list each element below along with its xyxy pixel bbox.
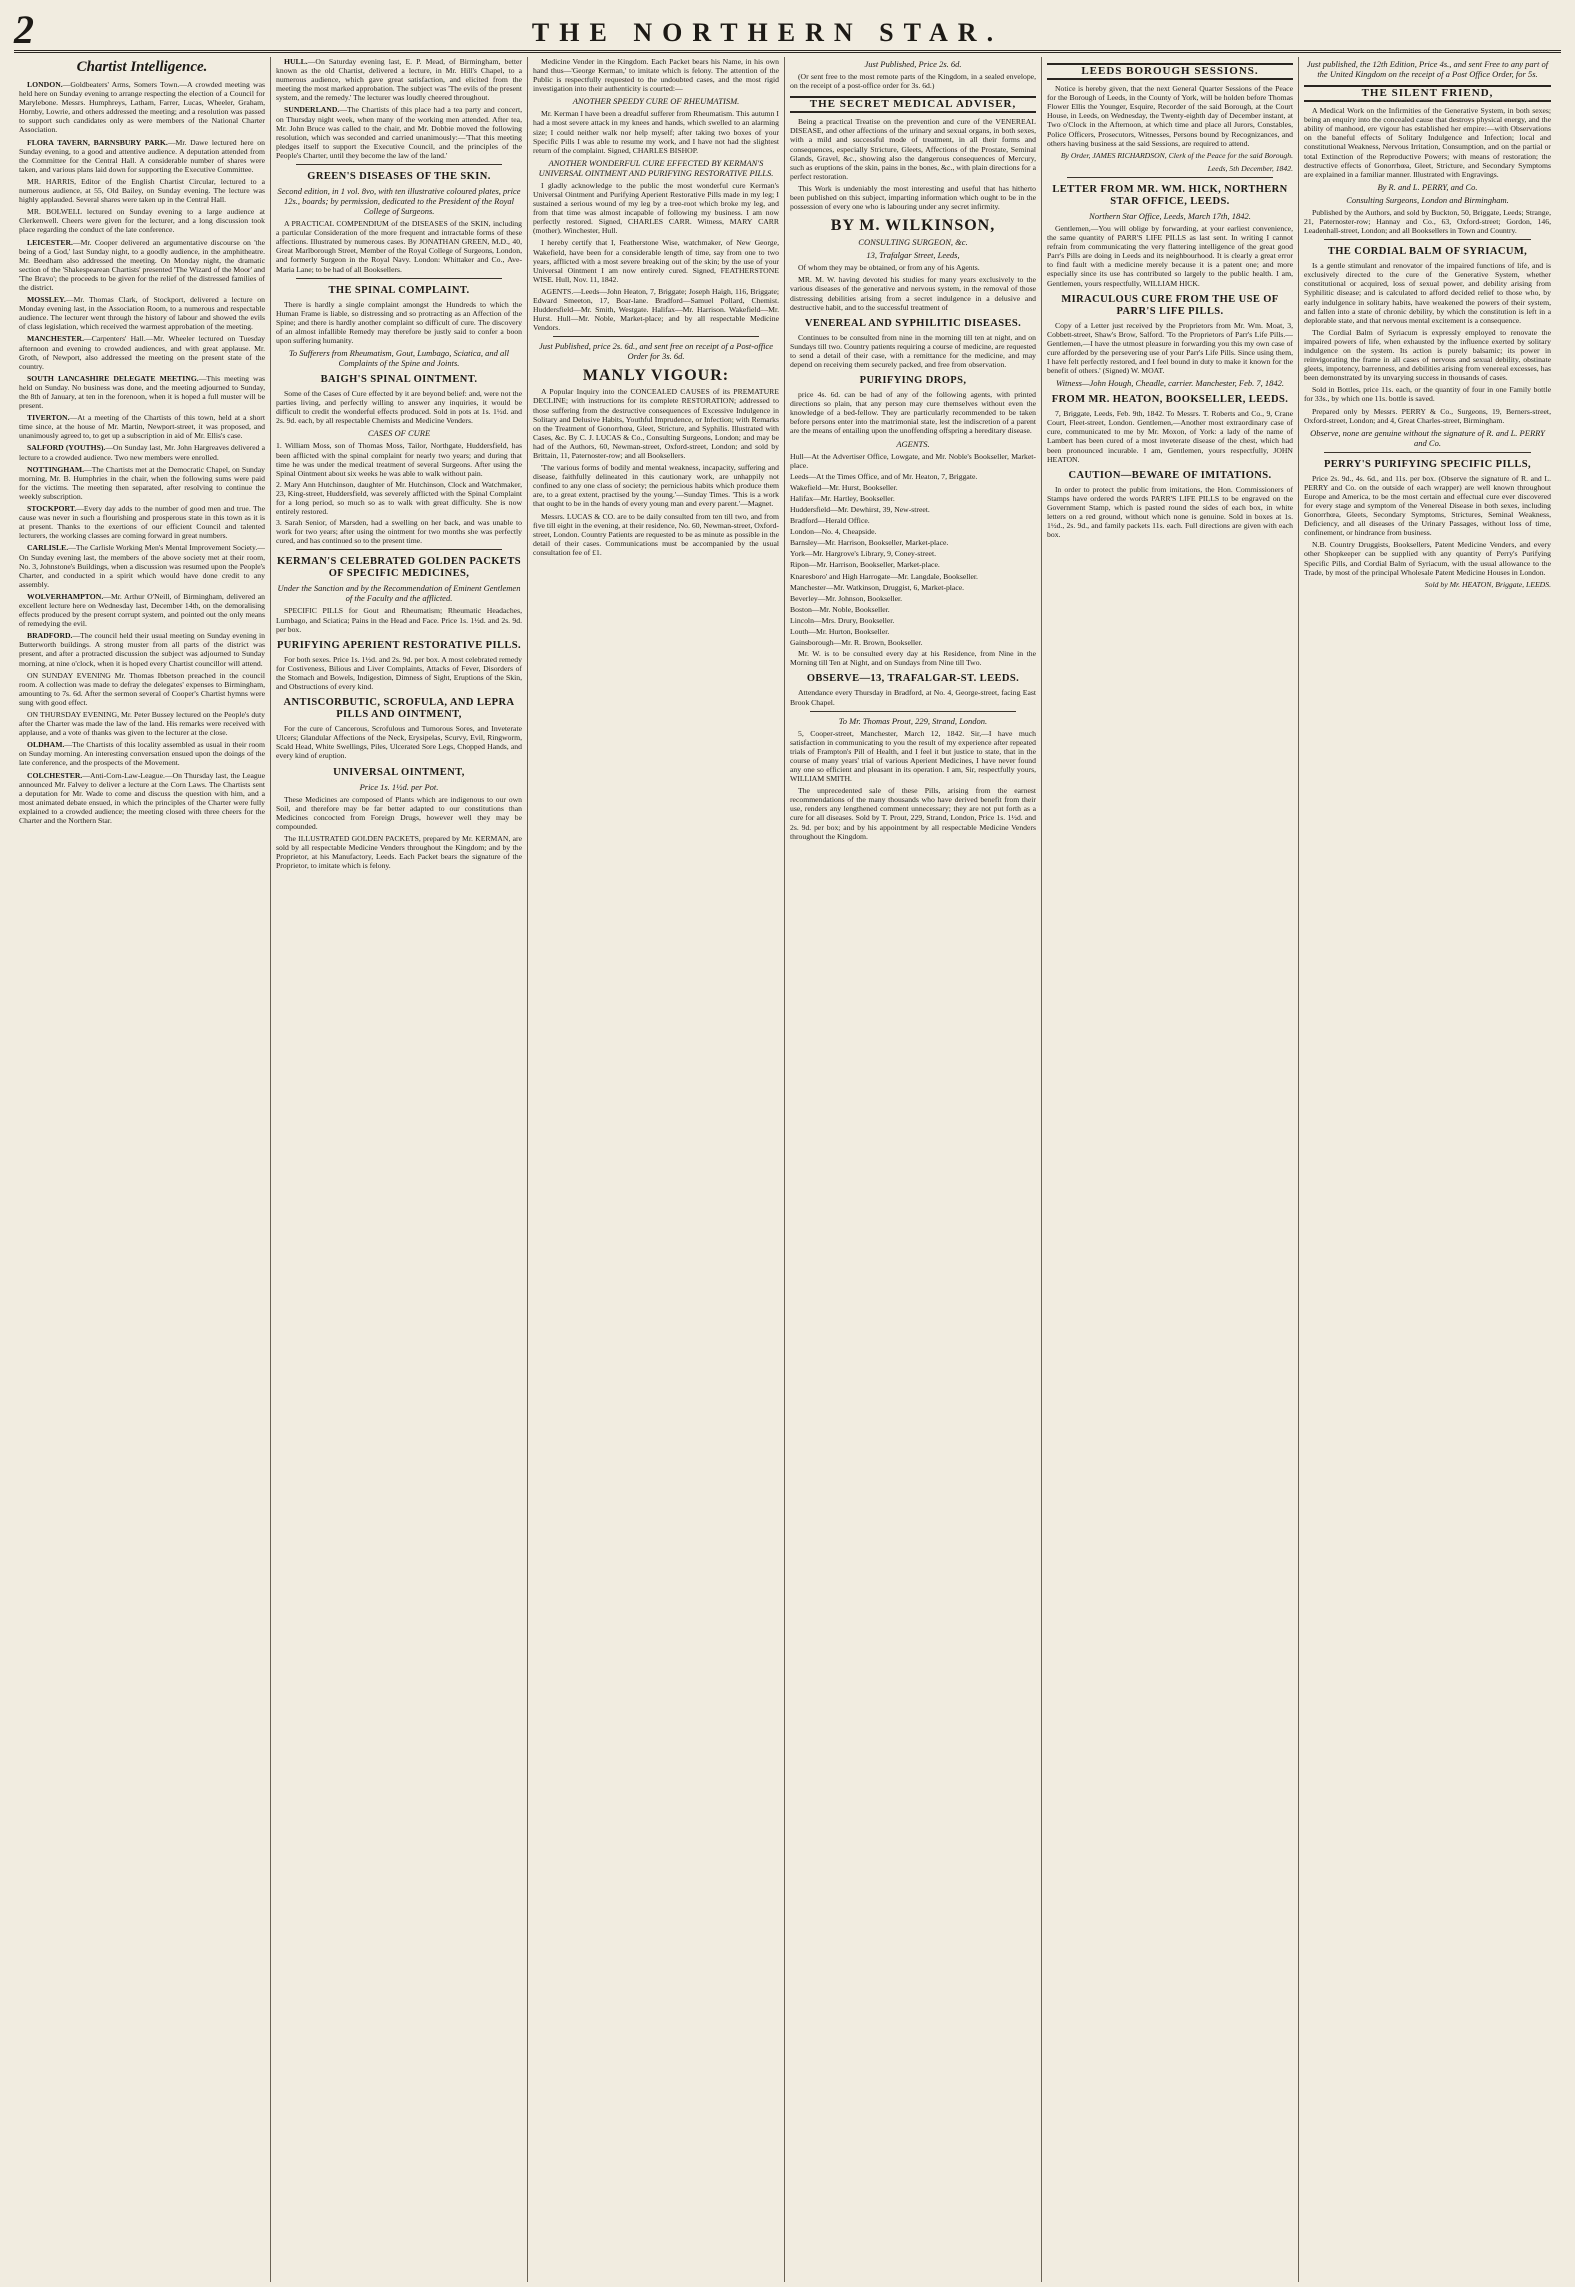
ad-body: A Medical Work on the Infirmities of the Generative System, in both sexes; being an enquiry into the concealed cause that destroys physical energy, and the ability of manhood, ere vigour has established her empire:—with Observations on the baneful effects of Solitary Indulgence and Infection; local and constitutional Weakness, Nervous Irritation, Consumption, and on the partial or total Extinction of the Reproductive Powers; with means of restoration; the destructive effects of Gonorrhœa, Gleet, Stricture, and Secondary Symptoms are explained in a familiar manner. Illustrated with Engravings. [1304, 106, 1551, 179]
news-item-text: ON THURSDAY EVENING, Mr. Peter Bussey lectured on the People's duty after the Charter was made the law of the land. His remarks were received with applause, and a vote of thanks was given to the lecturer at the close. [19, 710, 265, 738]
news-item [276, 57, 522, 102]
news-item [19, 80, 265, 135]
news-item-text: —Anti-Corn-Law-League.—On Thursday last, the League announced Mr. Falvey to deliver a lecture at the Corn Laws. The Chartists sent a deputation for Mr. Wade to come and discuss the question with him, and a most animated debate ensued, in which the principles of the Charter were fully explained to a crowded audience; the meeting closed with three cheers for the Charter and the Northern Star. [19, 770, 265, 826]
column-secret-medical-adviser [785, 57, 1042, 2282]
ad-body: For both sexes. Price 1s. 1½d. and 2s. 9d. per box. A most celebrated remedy for Costiveness, Bilious and Liver Complaints, Attacks of Fever, Disorders of the Stomach and Bowels, Indigestion, Dimness of Sight, Eruptions of the Skin, and Obstructions of every kind. [276, 654, 522, 692]
divider [1324, 239, 1531, 240]
trade-notice: N.B. Country Druggists, Booksellers, Patent Medicine Venders, and every other Shopkeeper can be supplied with any quantity of Perry's Purifying Specific Pills, and Cordial Balm of Syriacum, with the usual allowance to the Trade, by most of the principal Wholesale Patent Medicine Houses in London. [1304, 540, 1551, 577]
news-item [19, 177, 265, 204]
caution-headline: CAUTION—BEWARE OF IMITATIONS. [1068, 469, 1272, 481]
letter-body: 5, Cooper-street, Manchester, March 12, 1842. Sir,—I have much satisfaction in communicating to you the result of my experience after repeated trials of Frampton's Pill of Health, and I feel it but justice to state, that in the course of many years' trial of various Aperient Medicines, I have never found any one so efficient and pleasant in its operation. I am, Sir, respectfully yours, WILLIAM SMITH. [790, 728, 1036, 784]
section-heading: Chartist Intelligence. [76, 59, 208, 75]
ad-product-name: BAIGH'S SPINAL OINTMENT. [320, 374, 478, 386]
ad-headline: ANTISCORBUTIC, SCROFULA, AND LEPRA PILLS AND OINTMENT, [283, 697, 515, 721]
news-item-text: ON SUNDAY EVENING Mr. Thomas Ibbetson preached in the council room. A collection was made to defray the delegates' expenses to Birmingham, amounting to 7s. 6d. After the sermon several of Cooper's Chartist hymns were sung with good effect. [19, 670, 265, 707]
news-item-text: —The Chartists of this locality assembled as usual in their room on Sunday morning. An interesting conversation ensued upon the doings of the late conference, and the prospects of the Movement. [19, 740, 265, 768]
case-item: 2. Mary Ann Hutchinson, daughter of Mr. Hutchinson, Clock and Watchmaker, 23, King-street, Huddersfield, was severely afflicted with the Spinal Complaint for a long period, so much so as to walk with great difficulty. She is now entirely restored. [276, 479, 522, 517]
news-item-text: —Mr. Arthur O'Neill, of Birmingham, delivered an excellent lecture here on Wednesday last, December 14th, on the demoralising effects produced by the present corrupt system, and pointed out the only means of remedying the evil. [19, 591, 265, 629]
ad-body: Is a gentle stimulant and renovator of the impaired functions of life, and is exclusively directed to the cure of the Generative System, whether constitutional or acquired, loss of sexual power, and debility arising from Syphilitic disease; and is calculated to afford decided relief to those who, by early indulgence in solitary habits, have weakened the powers of their system, and fallen into a state of chronic debility, by which the constitution is left in a deplorable state, and that nervous mental excitement is a consequence. [1304, 261, 1551, 325]
consultation-notice: Messrs. LUCAS & CO. are to be daily consulted from ten till two, and from five till eight in the evening, at their residence, No. 60, Newman-street, Oxford-street, London. Country Patients are requested to be as minute as possible in the detail of their cases. Communications must be accompanied by the usual consultation fee of £1. [533, 511, 779, 557]
news-item-location: STOCKPORT. [27, 504, 77, 514]
columns [14, 57, 1561, 2282]
topic-heading: VENEREAL AND SYPHILITIC DISEASES. [804, 317, 1022, 329]
publication-notice: Just Published, Price 2s. 6d. [864, 59, 962, 69]
news-item [19, 443, 265, 461]
article-list [19, 80, 265, 825]
news-item-location: MOSSLEY. [27, 295, 66, 305]
agent-item: Halifax—Mr. Hartley, Bookseller. [790, 493, 895, 503]
news-item-text: —Mr. Dawe lectured here on Sunday evening, to a good and attentive audience. A deputation attended from the Committee for the Central Hall. A considerable number of shares were taken, and various plans laid down for supporting the Executive Committee. [19, 137, 265, 174]
author-name: BY M. WILKINSON, [830, 217, 996, 235]
news-item-text: —On Sunday last, Mr. John Hargreaves delivered a lecture to a crowded audience. Two new members were enrolled. [19, 443, 266, 462]
ad-body: For the cure of Cancerous, Scrofulous and Tumorous Sores, and Inveterate Ulcers; Glandular Affections of the Neck, Erysipelas, Scurvy, Evil, Ringworm, Scald Head, White Swellings, Piles, Ulcerated Sore Legs, Chopped Hands, and every kind of eruption. [276, 724, 522, 761]
caution-body: In order to protect the public from imitations, the Hon. Commissioners of Stamps have ordered the words PARR'S LIFE PILLS to be engraved on the Government Stamp, which is pasted round the sides of each box, in white letters on a red ground, without which none is genuine. Sold in boxes at 1s. 1½d., 2s. 9d., and family packets 11s. each. Full directions are given with each box. [1047, 484, 1293, 540]
ad-intro: Medicine Vender in the Kingdom. Each Packet bears his Name, in his own hand thus—'George Kerman,' to imitate which is felony. The attention of the Public is respectfully requested to the undoubted cases, and the most rigid investigation into their authenticity is courted:— [533, 57, 779, 94]
column-advertisements-green-kerman [271, 57, 528, 2282]
closing-notice: Mr. W. is to be consulted every day at his Residence, from Nine in the Morning till Ten at Night, and on Sundays from Nine till Two. [790, 649, 1036, 668]
news-item-text: —The Chartists met at the Democratic Chapel, on Sunday morning, Mr. B. Humphries in the chair, when the following sums were paid for the victims. The meeting then separated, after resolving to continue the weekly subscription. [19, 464, 265, 501]
news-item [276, 105, 522, 160]
news-item [19, 465, 265, 501]
cure-headline: ANOTHER WONDERFUL CURE EFFECTED BY KERMAN'S UNIVERSAL OINTMENT AND PURIFYING RESTORATIVE PILLS. [538, 157, 774, 178]
ad-body: price 4s. 6d. can be had of any of the following agents, with printed directions so plain, that any person may cure themselves without even the knowledge of a bed-fellow. They are particularly recommended to be taken before persons enter into the matrimonial state, lest the indiscretion of a parent are the means of entailing upon the unoffending offspring a hereditary disease. [790, 390, 1036, 436]
ad-body: SPECIFIC PILLS for Gout and Rheumatism; Rheumatic Headaches, Lumbago, and Sciatica; Pains in the Head and Face. Price 1s. 1½d. and 2s. 9d. per box. [276, 606, 522, 634]
divider [553, 336, 759, 337]
author-bio: MR. M. W. having devoted his studies for many years exclusively to the various diseases of the generative and nervous system, in the removal of those distressing debilities arising from a secret indulgence in a delusive and destructive habit, and to the successful treatment of [790, 275, 1036, 312]
news-item-text: —On Saturday evening last, E. P. Mead, of Birmingham, better known as the old Chartist, delivered a lecture, in Mr. Hill's Chapel, to a numerous audience, which gave great satisfaction, and elicited from the meeting the most marked approbation. The subject was 'The evils of the present system, and the remedy.' The lecturer was loudly cheered throughout. [276, 57, 522, 103]
cure-headline: ANOTHER SPEEDY CURE OF RHEUMATISM. [572, 96, 740, 107]
news-item [19, 592, 265, 628]
case-item: 3. Sarah Senior, of Marsden, had a swelling on her back, and was unable to work for two years; after using the ointment for two months she was perfectly cured, and has continued so to the present time. [276, 518, 522, 546]
authors-line: By R. and L. PERRY, and Co. [1377, 181, 1478, 192]
ad-body: The ILLUSTRATED GOLDEN PACKETS, prepared by Mr. KERMAN, are sold by all respectable Medicine Venders throughout the Kingdom; and by the Proprietor, at his Manufactory, Leeds. Each Packet bears the signature of the Proprietor, to imitate which is felony. [276, 833, 522, 871]
article-list [276, 57, 522, 160]
agent-item: Huddersfield—Mr. Dewhirst, 39, New-street. [790, 505, 930, 514]
agent-item: Knaresboro' and High Harrogate—Mr. Langdale, Bookseller. [790, 571, 978, 581]
divider [1067, 177, 1273, 178]
divider [1324, 452, 1531, 453]
ad-body: Some of the Cases of Cure effected by it are beyond belief: and, were not the parties living, and perfectly willing to answer any inquiries, it would be difficult to credit the wonderful effects produced. Sold in pots at 1s. 1½d. and 2s. 9d. each, by all respectable Chemists and Medicine Venders. [276, 389, 522, 426]
ad-headline: KERMAN'S CELEBRATED GOLDEN PACKETS OF SPECIFIC MEDICINES, [277, 556, 521, 580]
price-notice: Sold in Bottles, price 11s. each, or the quantity of four in one Family bottle for 33s., by which one 11s. bottle is saved. [1304, 385, 1551, 404]
preparer-notice: Prepared only by Messrs. PERRY & Co., Surgeons, 19, Berners-street, Oxford-street, London; and 4, Great Charles-street, Birmingham. [1304, 406, 1551, 425]
letter-date: Northern Star Office, Leeds, March 17th, 1842. [1089, 210, 1251, 221]
ad-headline: THE SPINAL COMPLAINT. [328, 284, 470, 296]
cases-list [276, 441, 522, 545]
news-item [19, 238, 265, 293]
agents-heading: AGENTS. [896, 438, 930, 449]
agent-item: London—No. 4, Cheapside. [790, 527, 877, 537]
agent-item: Boston—Mr. Noble, Bookseller. [790, 604, 890, 614]
seller-line: Sold by Mr. HEATON, Briggate, LEEDS. [1424, 579, 1551, 589]
news-item-text: —The council held their usual meeting on Sunday evening in Butterworth buildings. A strong muster from all parts of the district was present, and after a protracted discussion the subject was adjourned to Sunday morning, at nine o'clock, when it is hoped every Chartist councillor will attend. [19, 631, 265, 668]
ad-subhead: Second edition, in 1 vol. 8vo, with ten illustrative coloured plates, price 12s., boards; by permission, dedicated to the President of the Royal College of Surgeons. [277, 186, 521, 217]
news-item [19, 504, 265, 540]
column-chartist-intelligence [14, 57, 271, 2282]
ad-body: These Medicines are composed of Plants which are indigenous to our own Soil, and therefore may be far better adapted to our constitutions than Medicines concocted from Foreign Drugs, however well they may be compounded. [276, 794, 522, 831]
author-role: CONSULTING SURGEON, &c. [858, 237, 968, 248]
cure-headline: MIRACULOUS CURE FROM THE USE OF PARR'S LIFE PILLS. [1061, 293, 1279, 317]
news-item-location: NOTTINGHAM. [27, 464, 85, 474]
news-item [19, 374, 265, 410]
ad-body: A PRACTICAL COMPENDIUM of the DISEASES of the SKIN, including a particular Consideration of the more frequent and intractable forms of these affections. Illustrated by numerous cases. By JONATHAN GREEN, M.D., 40, Great Marlborough Street, Member of the Royal College of Surgeons, London, and formerly Surgeon in the Royal Navy. London: Whittaker and Co., Ave-Maria Lane; to be had of all Booksellers. [276, 219, 522, 274]
news-item-location: LEICESTER. [27, 237, 73, 247]
news-item [19, 207, 265, 234]
agent-item: Wakefield—Mr. Hurst, Bookseller. [790, 482, 898, 492]
news-item [19, 543, 265, 588]
witness-line: Witness—John Hough, Cheadle, carrier. Manchester, Feb. 7, 1842. [1055, 378, 1285, 389]
cases-heading: CASES OF CURE [367, 428, 431, 439]
ad-headline: GREEN'S DISEASES OF THE SKIN. [307, 171, 491, 183]
ad-subhead: To Sufferers from Rheumatism, Gout, Lumbago, Sciatica, and all Complaints of the Spine and Joints. [288, 348, 510, 369]
authors-subline: Consulting Surgeons, London and Birmingham. [1346, 194, 1509, 205]
sessions-notice: Notice is hereby given, that the next General Quarter Sessions of the Peace for the Borough of Leeds, in the County of York, will be holden before Thomas Flower Ellis the Younger, Esquire, Recorder of the said Borough, at the Court House, in Leeds, on Wednesday, the Twenty-eighth day of December instant, at Two o'Clock in the Afternoon, at which time and place all Jurors, Constables, Police Officers, Prosecutors, Witnesses, Persons bound by Recognizances, and others having business at the said Sessions, are required to attend. [1047, 84, 1293, 148]
news-item-text: —The Chartists of this place had a tea party and concert, on Thursday night week, when many of the working men attended. After tea, Mr. John Bruce was called to the chair, and Mr. Dobbie moved the following resolution, which was seconded and carried unanimously:—'That this meeting pledges itself to support the Executive Council, and the principles of the People's Charter, until they become the law of the land.' [276, 105, 522, 160]
agents-list [790, 452, 1036, 648]
news-item-text: —This meeting was held on Sunday. No business was done, and the meeting adjourned to Sunday, the 8th of January, at ten in the forenoon, when it is hoped a full muster will be present. [19, 373, 265, 411]
news-item [19, 413, 265, 440]
news-item [19, 710, 265, 737]
ad-banner: THE SECRET MEDICAL ADVISER, [790, 96, 1036, 113]
news-item-location: WOLVERHAMPTON. [27, 591, 104, 601]
publication-notice: Just published, the 12th Edition, Price 4s., and sent Free to any part of the United Kingdom on the receipt of a Post Office Order, for 5s. [1306, 59, 1549, 79]
book-notice: Just Published, price 2s. 6d., and sent free on receipt of a Post-office Order for 3s. 6d. [538, 341, 774, 362]
ad-body: Price 2s. 9d., 4s. 6d., and 11s. per box. (Observe the signature of R. and L. PERRY and Co. on the outside of each wrapper) are well known throughout Europe and America, to be the most certain and effectual cure ever discovered for every stage and symptom of the Venereal Disease in both sexes, including Gonorrhœa, Gleets, Secondary Symptoms, Strictures, Seminal Weakness, Deficiency, and all diseases of the Urinary Passages, without loss of time, confinement, or hindrance from business. [1304, 473, 1551, 538]
testimonial: Mr. Kerman I have been a dreadful sufferer from Rheumatism. This autumn I had a most severe attack in my knees and hands, which swelled to an alarming size; I could neither walk nor help myself; after taking two boxes of your Specific Pills I was able to resume my work, and I have not had the slightest return of the complaint. Signed, CHARLES BISHOP. [533, 109, 779, 155]
divider [296, 164, 502, 165]
agent-item: Leeds—At the Times Office, and of Mr. Heaton, 7, Briggate. [790, 471, 978, 481]
news-item-location: SUNDERLAND. [284, 105, 340, 115]
agent-item: Gainsborough—Mr. R. Brown, Bookseller. [790, 638, 923, 648]
ad-subhead: Under the Sanction and by the Recommendation of Eminent Gentlemen of the Faculty and the afflicted. [277, 583, 521, 604]
ad-body: The Cordial Balm of Syriacum is expressly employed to renovate the impaired powers of life, when exhausted by the influence exerted by solitary indulgence on the system. Its action is purely balsamic; its power in reinvigorating the frame in all cases of nervous and sexual debility, obstinate gleets, impotency, barrenness, and debilities arising from venereal excesses, has been demonstrated by its unvarying success in thousands of cases. [1304, 327, 1551, 383]
ad-body: The unprecedented sale of these Pills, arising from the earnest recommendations of the many thousands who have derived benefit from their use, renders any lengthened comment unnecessary; they are not put forth as a cure for all diseases. Sold by T. Prout, 229, Strand, London, Price 1s. 1½d. and 2s. 9d. per box; and by his appointment by all respectable Medicine Venders throughout the Kingdom. [790, 786, 1036, 841]
news-item-location: TIVERTON. [27, 413, 70, 423]
news-item [19, 771, 265, 826]
agent-item: Hull—At the Advertiser Office, Lowgate, and Mr. Noble's Bookseller, Market-place. [790, 451, 1036, 470]
case-item: 1. William Moss, son of Thomas Moss, Tailor, Northgate, Huddersfield, has been afflicted with the spinal complaint for nearly two years; and during that time he was under the medical treatment of several Surgeons. After using the Spinal Ointment about six weeks he was able to walk without pain. [276, 441, 522, 478]
news-item-location: LONDON. [27, 80, 63, 89]
divider [810, 711, 1016, 712]
ad-intro: Being a practical Treatise on the prevention and cure of the VENEREAL DISEASE, and other affections of the urinary and sexual organs, in both sexes, with a mild and successful mode of treatment, in all their forms and consequences, especially Stricture, Gleets, Affections of the Prostate, Seminal Glands, Gravel, &c., showing also the dangerous consequences of Mercury, such as eruptions of the skin, pains in the bones, &c., with plain directions for a perfect restoration. [790, 117, 1036, 181]
section-banner: LEEDS BOROUGH SESSIONS. [1047, 63, 1293, 80]
newspaper-title: THE NORTHERN STAR. [531, 18, 1004, 47]
attendance-notice: Attendance every Thursday in Bradford, at No. 4, George-street, facing East Brook Chapel. [790, 688, 1036, 707]
masthead [14, 6, 1561, 53]
ad-subhead: Price 1s. 1½d. per Pot. [359, 781, 439, 792]
ad-banner: THE SILENT FRIEND, [1304, 85, 1551, 102]
news-item-text: —Mr. Thomas Clark, of Stockport, delivered a lecture on Monday evening last, in the Association Room, to a numerous and respectable audience. The lecturer went through the history of labour and showed the evils of class legislation, which received the warmest approbation of the meeting. [19, 295, 265, 332]
news-item-location: CARLISLE. [27, 543, 69, 553]
agent-item: Louth—Mr. Hurton, Bookseller. [790, 627, 890, 637]
product-headline: PERRY'S PURIFYING SPECIFIC PILLS, [1323, 458, 1532, 470]
product-headline: THE CORDIAL BALM OF SYRIACUM, [1327, 246, 1528, 258]
author-note: Of whom they may be obtained, or from any of his Agents. [798, 263, 980, 273]
agent-item: Ripon—Mr. Harrison, Bookseller, Market-place. [790, 560, 940, 570]
news-item-location: HULL. [284, 57, 308, 66]
ad-body: There is hardly a single complaint amongst the Hundreds to which the Human Frame is liable, so distressing and so protracting as an Affection of the Spine; and there is hardly another complaint so difficult of cure. The discovery of an almost infallible Remedy may therefore be justly said to confer a boon upon suffering humanity. [276, 299, 522, 345]
signature-notice: Observe, none are genuine without the signature of R. and L. PERRY and Co. [1310, 427, 1545, 448]
agent-item: Beverley—Mr. Johnson, Bookseller. [790, 593, 903, 603]
news-item [19, 740, 265, 767]
ad-headline: PURIFYING APERIENT RESTORATIVE PILLS. [276, 639, 522, 651]
letter-body: Gentlemen,—You will oblige by forwarding, at your earliest convenience, the same quantity of PARR'S LIFE PILLS as last sent. In writing I cannot refrain from communicating the very flattering intelligence of the great good Parr's Pills are doing in Leeds and its neighbourhood. It is clearly a great error to find fault with a medicine merely because it is a patent one; and more especially since its use has contributed so largely to the public health. I am, Gentlemen, yours respectfully, WILLIAM HICK. [1047, 223, 1293, 288]
author-address: 13, Trafalgar Street, Leeds, [866, 250, 960, 261]
book-review: 'The various forms of bodily and mental weakness, incapacity, suffering and disease, faithfully delineated in this cautionary work, are unhappily not confined to any one class of society; the pernicious habits which produce them are, to a great extent, practised by the young.'—Sunday Times. 'This is a work that ought to be in the hands of every young man and every parent.'—Magnet. [533, 463, 779, 509]
news-item [19, 631, 265, 667]
letter-heading: To Mr. Thomas Prout, 229, Strand, London. [838, 715, 988, 726]
news-item-location: MANCHESTER. [27, 334, 85, 344]
postal-notice: (Or sent free to the most remote parts of the Kingdom, in a sealed envelope, on the receipt of a post-office order for 3s. 6d.) [790, 72, 1036, 91]
agent-item: Barnsley—Mr. Harrison, Bookseller, Market-place. [790, 538, 949, 548]
agents-list: AGENTS.—Leeds—John Heaton, 7, Briggate; Joseph Haigh, 116, Briggate; Edward Smeeton, 17, Boar-lane. Bradford—Samuel Pollard, Chemist. Huddersfield—Mr. Smith, Westgate. Halifax—Mr. Harrison. Wakefield—Mr. Hurst. Hull—Mr. Noble, Market-place; and by all respectable Medicine Vendors. [533, 286, 779, 333]
publisher-notice: Published by the Authors, and sold by Buckton, 50, Briggate, Leeds; Strange, 21, Paternoster-row; Hannay and Co., 63, Oxford-street; Gordon, 146, Leadenhall-street, London; and all Booksellers in Town and Country. [1304, 207, 1551, 236]
ad-body: Continues to be consulted from nine in the morning till ten at night, and on Sundays till two. Country patients requiring a course of medicine, are requested to send a detail of their case, with a remittance for the medicine, and may depend on receiving them securely packed, and free from observation. [790, 332, 1036, 369]
news-item-location: FLORA TAVERN, BARNSBURY PARK. [27, 137, 168, 147]
news-item [19, 138, 265, 174]
news-item-location: BRADFORD. [27, 631, 73, 641]
order-signature: By Order, JAMES RICHARDSON, Clerk of the Peace for the said Borough. [1060, 150, 1293, 160]
news-item-location: OLDHAM. [27, 740, 65, 750]
agent-item: York—Mr. Hargrove's Library, 9, Coney-street. [790, 549, 936, 559]
column-silent-friend [1299, 57, 1556, 2282]
divider [296, 278, 502, 279]
agent-item: Manchester—Mr. Watkinson, Druggist, 6, Market-place. [790, 582, 965, 592]
news-item-text: —Mr. Cooper delivered an argumentative discourse on 'the being of a God,' last Sunday night, to a goodly audience, in the amphitheatre. Mr. Beedham also addressed the meeting. On Monday night, the dramatic section of the 'Shakespearean Chartists' presented 'The Wizard of the Moor' and 'The Bravo'; the proceeds to be given for the relief of the distressed families of the district. [19, 237, 265, 292]
book-title: MANLY VIGOUR: [582, 367, 730, 385]
news-item-text: MR. HARRIS, Editor of the English Chartist Circular, lectured to a numerous audience, at 55, Old Bailey, on Sunday evening. The lecture was highly applauded. Several shares were taken up in the Central Hall. [19, 176, 265, 205]
agent-item: Lincoln—Mrs. Drury, Bookseller. [790, 615, 895, 625]
news-item [19, 295, 265, 331]
news-item-text: MR. BOLWELL lectured on Sunday evening to a large audience at Clerkenwell. Cheers were given for the lecturer, and a long discussion took place regarding the conduct of the late conference. [19, 207, 265, 235]
news-item [19, 671, 265, 707]
news-item-location: SOUTH LANCASHIRE DELEGATE MEETING. [27, 373, 199, 383]
news-item-location: COLCHESTER. [27, 770, 83, 780]
testimonial: Copy of a Letter just received by the Proprietors from Mr. Wm. Moat, 3, Cobbett-street, Shaw's Brow, Salford. 'To the Proprietors of Parr's Life Pills.—Gentlemen,—I have the utmost pleasure in forwarding you this my own case of cure afforded by the persevering use of your Parr's Life Pills. Since using them, I have felt perfectly restored, and I feel bound in duty to make it known for the benefit of others.' (Signed) W. MOAT. [1047, 320, 1293, 376]
divider [296, 549, 502, 550]
book-description: A Popular Inquiry into the CONCEALED CAUSES of its PREMATURE DECLINE; with instructions for its complete RESTORATION; addressed to those suffering from the destructive consequences of Excessive Indulgence in Solitary and Delusive Habits, Youthful Imprudence, or Infection; with Remarks on the Treatment of Gonorrhœa, Gleet, Stricture, and Syphilis. Illustrated with Cases, &c. By C. J. LUCAS & Co., Consulting Surgeons, London; and may be had of the Authors, 60, Newman-street, Oxford-street, London; and sold by Brittain, 11, Paternoster-row; and all Booksellers. [533, 387, 779, 460]
news-item-text: —Carpenters' Hall.—Mr. Wheeler lectured on Tuesday afternoon and evening to crowded audiences, and with great applause. Mr. Groth, of Newport, also addressed the meeting on the present state of the country. [19, 334, 265, 371]
observe-notice: OBSERVE—13, TRAFALGAR-ST. LEEDS. [806, 673, 1020, 685]
news-item-text: —At a meeting of the Chartists of this town, held at a short time since, at the house of Mr. Martin, Newport-street, it was proposed, and unanimously agreed to, to get up a subscription in aid of Mr. Ellis's case. [19, 413, 265, 441]
news-item-text: —Every day adds to the number of good men and true. The cause was never in such a flourishing and prosperous state in this town as it is at present. Thanks to the exertions of our efficient Council and talented lecturers, the working classes are coming forward in great numbers. [19, 504, 265, 541]
letter-headline: FROM MR. HEATON, BOOKSELLER, LEEDS. [1051, 394, 1289, 406]
testimonial: 7, Briggate, Leeds, Feb. 9th, 1842. To Messrs. T. Roberts and Co., 9, Crane Court, Fleet-street, London. Gentlemen,—Another most extraordinary case of cure, communicated to me by Mr. Moxon, of York: a lady of the name of Lambert has been cured of a most inveterate disease of the chest, which had been pronounced incurable. I am, Gentlemen, yours respectfully, JOHN HEATON. [1047, 409, 1293, 464]
ad-headline: UNIVERSAL OINTMENT, [333, 766, 465, 778]
ad-notice: This Work is undeniably the most interesting and useful that has hitherto been published on this subject, imparting information which ought to be in the possession of every one who is labouring under any secret infirmity. [790, 183, 1036, 212]
product-headline: PURIFYING DROPS, [859, 375, 967, 387]
news-item-text: —The Carlisle Working Men's Mental Improvement Society.—On Sunday evening last, the members of the above society met at their room, No. 3, Johnstone's Buildings, when a discussion was resumed upon the People's Charter, and conducted in a spirit which would have done credit to any assembly. [19, 543, 265, 589]
news-item-location: SALFORD (YOUTHS). [27, 443, 106, 453]
agent-item: Bradford—Herald Office. [790, 516, 870, 526]
column-kerman-lucas [528, 57, 785, 2282]
notice-date: Leeds, 5th December, 1842. [1207, 163, 1293, 173]
testimonial: I gladly acknowledge to the public the most wonderful cure Kerman's Universal Ointment and Purifying Aperient Restorative Pills made in my leg; I sustained a serious wound of my leg by a tree-root which broke my leg, and from that time was almost incapable of following my business. I am now perfectly restored. Signed, CHARLES CARR. Witness, MARY CARR (mother). Winchester, Hull. [533, 180, 779, 236]
letter-headline: LETTER FROM MR. WM. HICK, NORTHERN STAR OFFICE, LEEDS. [1052, 183, 1288, 207]
news-item [19, 334, 265, 370]
testimonial: I hereby certify that I, Featherstone Wise, watchmaker, of New George, Wakefield, have been for a considerable length of time, say from one to two years, afflicted with a most severe breaking out of the skin; by the use of your Universal Ointment I am now entirely cured. Signed, FEATHERSTONE WISE. Hull, Nov. 11, 1842. [533, 238, 779, 284]
news-item-text: —Goldbeaters' Arms, Somers Town.—A crowded meeting was held here on Sunday evening to arrange respecting the election of a Council for Marylebone. Messrs. Humphreys, Latham, Farrer, Lucas, Wheeler, Graham, Hornby, Lowrie, and others addressed the meeting; and a resolution was passed to support such candidates only as were members of the National Charter Association. [19, 80, 265, 135]
column-leeds-sessions-parrs-pills [1042, 57, 1299, 2282]
page-number: 2 [14, 7, 34, 52]
